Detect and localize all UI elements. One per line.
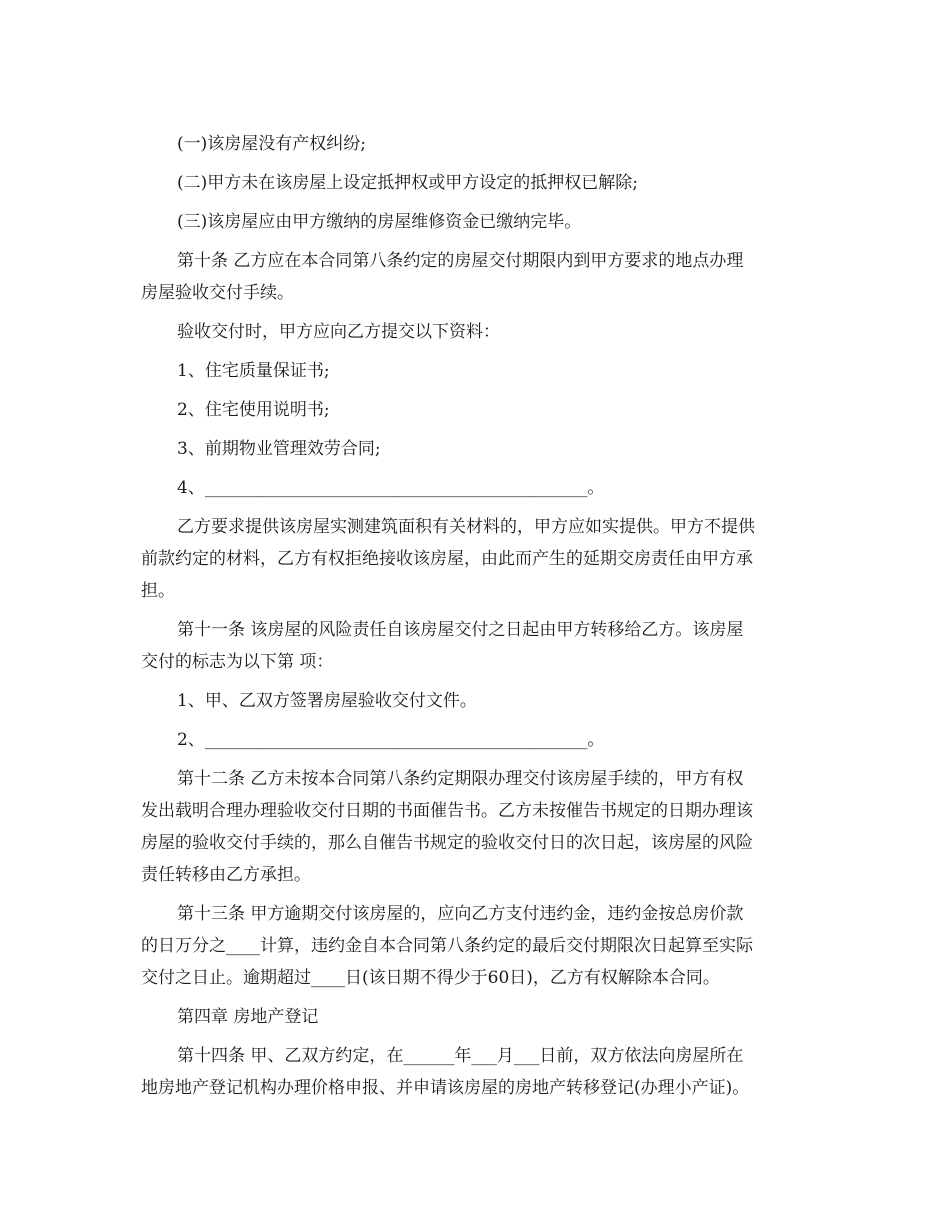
paragraph-spacer	[141, 994, 811, 1001]
paragraph-line-indented: 1、住宅质量保证书;	[177, 361, 330, 381]
paragraph-line-indented: 3、前期物业管理效劳合同;	[177, 439, 381, 459]
paragraph-line-indented: 第十四条 甲、乙双方约定，在______年___月___日前，双方依法向房屋所在	[177, 1046, 744, 1066]
paragraph-line: 交付的标志为以下第 项：	[141, 652, 334, 672]
paragraph-spacer	[141, 756, 811, 763]
paragraph-spacer	[141, 160, 811, 167]
paragraph-line-indented: 4、_____________________________________________。	[177, 478, 605, 498]
paragraph-spacer	[141, 348, 811, 355]
paragraph-line-indented: (二)甲方未在该房屋上设定抵押权或甲方设定的抵押权已解除;	[177, 173, 638, 193]
paragraph-line: 房屋验收交付手续。	[141, 283, 294, 303]
paragraph-spacer	[141, 607, 811, 614]
paragraph-line-indented: 第四章 房地产登记	[177, 1007, 319, 1027]
paragraph-line-indented: 乙方要求提供该房屋实测建筑面积有关材料的，甲方应如实提供。甲方不提供	[177, 517, 755, 537]
paragraph-line-indented: (三)该房屋应由甲方缴纳的房屋维修资金已缴纳完毕。	[177, 212, 582, 232]
paragraph-line: 担。	[141, 581, 175, 601]
paragraph-spacer	[141, 387, 811, 394]
paragraph-line-indented: 第十二条 乙方未按本合同第八条约定期限办理交付该房屋手续的，甲方有权	[177, 769, 744, 789]
paragraph-spacer	[141, 504, 811, 511]
paragraph-line-indented: (一)该房屋没有产权纠纷;	[177, 134, 366, 154]
paragraph-line-indented: 第十条 乙方应在本合同第八条约定的房屋交付期限内到甲方要求的地点办理	[177, 251, 744, 271]
document-body	[141, 128, 811, 1104]
paragraph-line-indented: 第十三条 甲方逾期交付该房屋的，应向乙方支付违约金，违约金按总房价款	[177, 904, 744, 924]
paragraph-spacer	[141, 238, 811, 245]
paragraph-spacer	[141, 199, 811, 206]
paragraph-line-indented: 2、住宅使用说明书;	[177, 400, 330, 420]
paragraph-spacer	[141, 891, 811, 898]
paragraph-line: 房屋的验收交付手续的，那么自催告书规定的验收交付日的次日起，该房屋的风险	[141, 833, 753, 853]
paragraph-line-indented: 第十一条 该房屋的风险责任自该房屋交付之日起由甲方转移给乙方。该房屋	[177, 620, 744, 640]
paragraph-line: 前款约定的材料，乙方有权拒绝接收该房屋，由此而产生的延期交房责任由甲方承	[141, 549, 753, 569]
paragraph-line: 交付之日止。逾期超过____日(该日期不得少于60日)，乙方有权解除本合同。	[141, 968, 720, 988]
paragraph-spacer	[141, 465, 811, 472]
paragraph-line-indented: 验收交付时，甲方应向乙方提交以下资料：	[177, 322, 500, 342]
paragraph-line-indented: 1、甲、乙双方签署房屋验收交付文件。	[177, 691, 477, 711]
paragraph-spacer	[141, 309, 811, 316]
paragraph-line: 地房地产登记机构办理价格申报、并申请该房屋的房地产转移登记(办理小产证)。	[141, 1078, 750, 1098]
paragraph-spacer	[141, 717, 811, 724]
paragraph-line: 的日万分之____计算，违约金自本合同第八条约定的最后交付期限次日起算至实际	[141, 936, 753, 956]
paragraph-line: 发出载明合理办理验收交付日期的书面催告书。乙方未按催告书规定的日期办理该	[141, 801, 753, 821]
paragraph-line: 责任转移由乙方承担。	[141, 865, 311, 885]
paragraph-spacer	[141, 426, 811, 433]
paragraph-spacer	[141, 678, 811, 685]
paragraph-spacer	[141, 1033, 811, 1040]
paragraph-line-indented: 2、_____________________________________________。	[177, 730, 605, 750]
